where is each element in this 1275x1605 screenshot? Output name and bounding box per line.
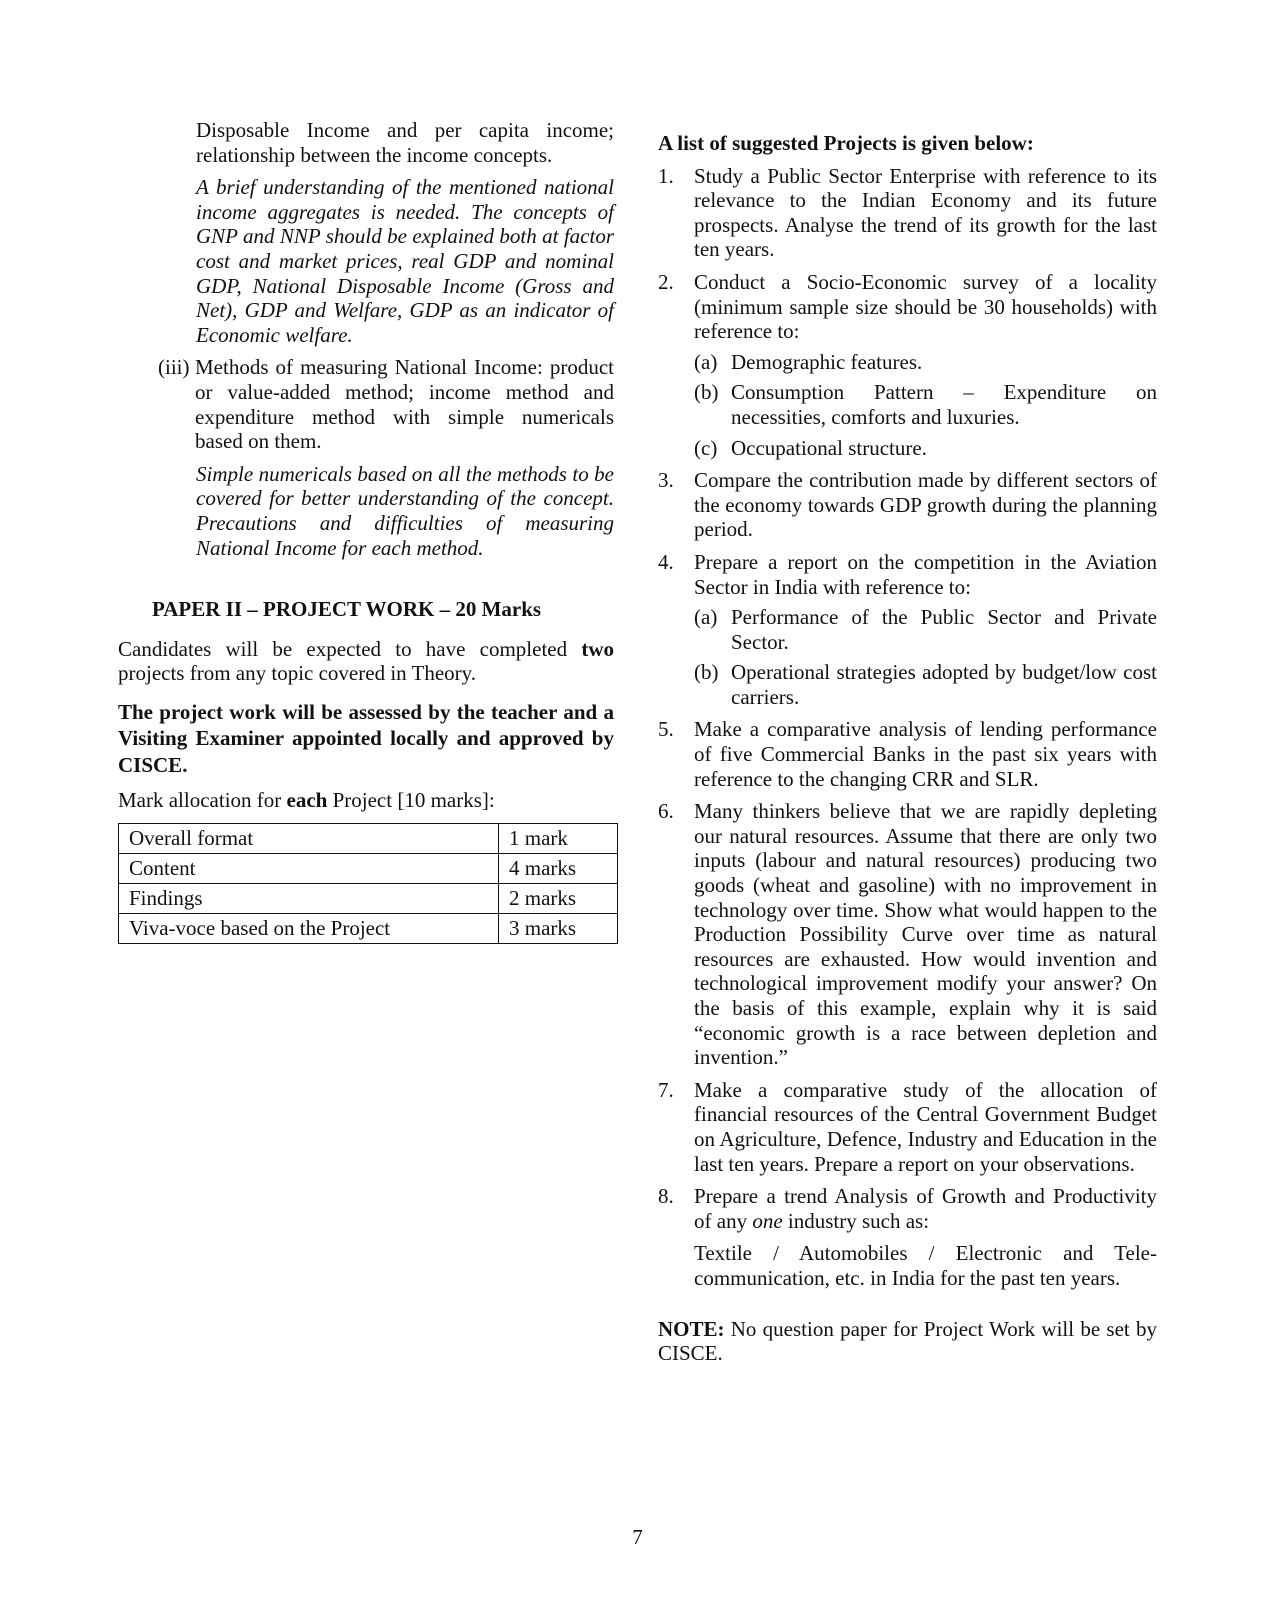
allocation-bold: each [286, 788, 328, 813]
project-text: Make a comparative analysis of lending performance of five Commercial Banks in the past six years with reference to the changing CRR and SLR. [694, 717, 1157, 791]
project-text: Make a comparative study of the allocation of financial resources of the Central Government Budget on Agriculture, Defence, Industry and Education in the last ten years. Prepare a report on your observations. [694, 1077, 1157, 1176]
project-item-2 [658, 270, 1157, 344]
table-cell-marks: 3 marks [499, 913, 618, 943]
table-row [119, 913, 618, 943]
table-cell-item: Overall format [119, 823, 499, 853]
candidates-bold: two [581, 636, 614, 661]
paper-heading: PAPER II – PROJECT WORK – 20 Marks [152, 597, 542, 622]
project-number: 5. [658, 717, 674, 742]
continued-paragraph: Disposable Income and per capita income; relationship between the income concepts. [196, 118, 614, 167]
project-number: 7. [658, 1077, 674, 1102]
sub-item-label: (a) [694, 605, 718, 630]
allocation-paragraph [118, 788, 614, 813]
note-paragraph [658, 1317, 1157, 1366]
item-iii-note: Simple numericals based on all the methods to be covered for better understanding of the concept. Precautions and difficulties of measuring National Income for each method. [196, 461, 614, 560]
sub-item-text: Demographic features. [731, 349, 923, 374]
item-iii-label: (iii) [158, 355, 190, 380]
page-number: 7 [632, 1525, 643, 1549]
project-number: 8. [658, 1184, 674, 1209]
note-label: NOTE: [658, 1316, 725, 1341]
sub-item [694, 350, 1157, 375]
table-cell-item: Findings [119, 883, 499, 913]
item-iii [118, 355, 614, 453]
project-8-followup: Textile / Automobiles / Electronic and Tele-communication, etc. in India for the past ten years. [694, 1241, 1157, 1290]
project-item-3 [658, 468, 1157, 542]
candidates-text-end: projects from any topic covered in Theory. [118, 661, 477, 686]
projects-heading: A list of suggested Projects is given below: [658, 131, 1034, 155]
project-number: 4. [658, 549, 674, 574]
mark-allocation-table [118, 823, 618, 944]
project-number: 3. [658, 468, 674, 493]
project-text: Conduct a Socio-Economic survey of a locality (minimum sample size should be 30 households) with reference to: [694, 269, 1157, 344]
project-text: Many thinkers believe that we are rapidly depleting our natural resources. Assume that there are only two inputs (labour and natural resources) producing two goods (wheat and gasoline) with no improvement in technology over time. Show what would happen to the Production Possibility Curve over time as natural resources are exhausted. How would invention and technological improvement modify your answer? On the basis of this example, explain why it is said “economic growth is a race between depletion and invention.” [694, 799, 1157, 1070]
project-8-text-end: industry such as: [782, 1208, 930, 1233]
table-cell-marks: 2 marks [499, 883, 618, 913]
sub-item [694, 605, 1157, 654]
project-item-5 [658, 717, 1157, 791]
project-text: Study a Public Sector Enterprise with reference to its relevance to the Indian Economy and its future prospects. Analyse the trend of its growth for the last ten years. [694, 163, 1157, 262]
sub-item-label: (b) [694, 380, 719, 405]
table-cell-marks: 4 marks [499, 853, 618, 883]
sub-item [694, 660, 1157, 709]
table-cell-item: Content [119, 853, 499, 883]
table-row [119, 823, 618, 853]
project-text [694, 1184, 1157, 1233]
sub-item-text: Consumption Pattern – Expenditure on necessities, comforts and luxuries. [731, 380, 1157, 429]
item-iii-text: Methods of measuring National Income: product or value-added method; income method and expenditure method with simple numericals based on them. [195, 355, 614, 454]
project-8-text: Prepare a trend Analysis of Growth and Productivity of any [694, 1184, 1157, 1233]
candidates-text: Candidates will be expected to have completed [118, 636, 582, 661]
sub-item-label: (b) [694, 660, 719, 685]
sub-item-text: Occupational structure. [731, 435, 927, 460]
sub-item [694, 436, 1157, 461]
assessment-paragraph: The project work will be assessed by the teacher and a Visiting Examiner appointed locally and approved by CISCE. [118, 699, 614, 777]
sub-item-label: (a) [694, 349, 718, 374]
left-column [118, 118, 614, 944]
table-row [119, 883, 618, 913]
sub-item-label: (c) [694, 435, 718, 460]
project-8-emphasis: one [752, 1208, 783, 1233]
table-cell-marks: 1 mark [499, 823, 618, 853]
project-text: Compare the contribution made by different sectors of the economy towards GDP growth during the planning period. [694, 468, 1157, 542]
national-income-note: A brief understanding of the mentioned national income aggregates is needed. The concepts of GNP and NNP should be explained both at factor cost and market prices, real GDP and nominal GDP, National Disposable Income (Gross and Net), GDP and Welfare, GDP as an indicator of Economic welfare. [196, 175, 614, 347]
table-cell-item: Viva-voce based on the Project [119, 913, 499, 943]
sub-item-text: Operational strategies adopted by budget/low cost carriers. [731, 660, 1157, 709]
project-item-1 [658, 164, 1157, 262]
right-column [658, 131, 1157, 1366]
table-row [119, 853, 618, 883]
note-text: No question paper for Project Work will be set by CISCE. [658, 1316, 1157, 1366]
candidates-paragraph [118, 637, 614, 686]
sub-item [694, 380, 1157, 429]
project-number: 1. [658, 163, 674, 188]
project-item-8 [658, 1184, 1157, 1233]
project-item-7 [658, 1078, 1157, 1176]
project-text: Prepare a report on the competition in the Aviation Sector in India with reference to: [694, 549, 1157, 599]
project-item-4 [658, 550, 1157, 599]
project-number: 6. [658, 799, 674, 824]
allocation-text-end: Project [10 marks]: [327, 788, 495, 813]
project-number: 2. [658, 269, 674, 294]
sub-item-text: Performance of the Public Sector and Private Sector. [731, 605, 1157, 654]
project-item-6 [658, 799, 1157, 1070]
allocation-text: Mark allocation for [118, 788, 287, 813]
